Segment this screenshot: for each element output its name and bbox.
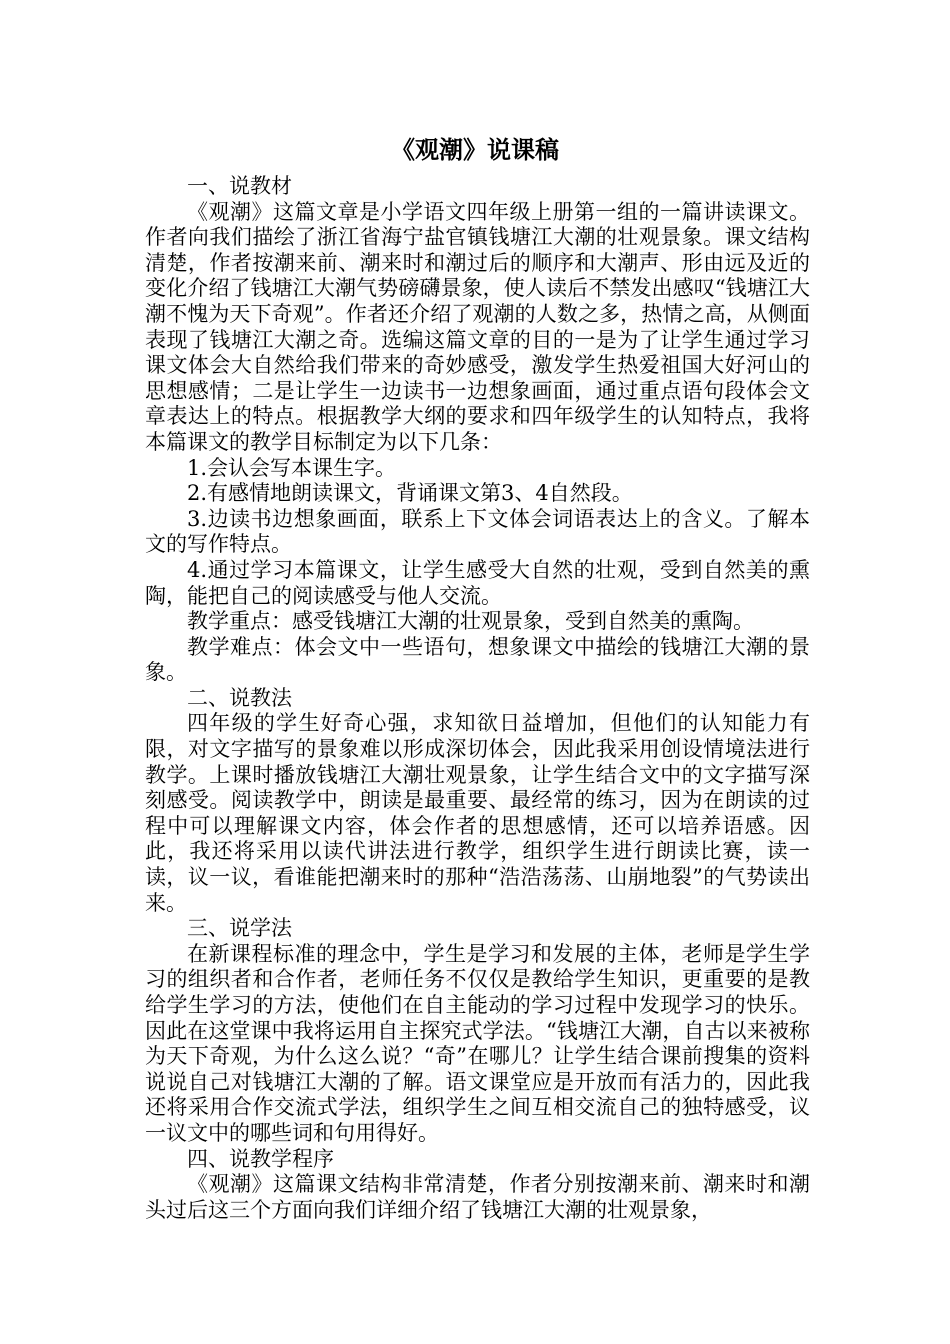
goal-item-2: 2.有感情地朗读课文，背诵课文第3、4自然段。 (187, 481, 633, 506)
goal-item-1: 1.会认会写本课生字。 (187, 455, 397, 480)
teaching-key-point: 教学重点：感受钱塘江大潮的壮观景象，受到自然美的熏陶。 (187, 609, 754, 634)
page-title: 《观潮》说课稿 (391, 135, 559, 164)
paragraph-procedure: 《观潮》这篇课文结构非常清楚，作者分别按潮来前、潮来时和潮头过后这三个方面向我们详细介绍了钱塘江大潮的壮观景象， (145, 1172, 810, 1222)
paragraph-teaching-method: 四年级的学生好奇心强，求知欲日益增加，但他们的认知能力有限，对文字描写的景象难以形成深切体会，因此我采用创设情境法进行教学。上课时播放钱塘江大潮壮观景象，让学生结合文中的文字描写深刻感受。阅读教学中，朗读是最重要、最经常的练习，因为在朗读的过程中可以理解课文内容，体会作者的思想感情，还可以培养语感。因此，我还将采用以读代讲法进行教学，组织学生进行朗读比赛，读一读，议一议，看谁能把潮来时的那种“浩浩荡荡、山崩地裂”的气势读出来。 (145, 711, 810, 915)
goal-item-4: 4.通过学习本篇课文，让学生感受大自然的壮观，受到自然美的熏陶，能把自己的阅读感受与他人交流。 (145, 557, 810, 608)
document-body (145, 174, 810, 1223)
section-heading-learning: 三、说学法 (187, 916, 292, 941)
teaching-difficulty: 教学难点：体会文中一些语句，想象课文中描绘的钱塘江大潮的景象。 (145, 634, 810, 685)
goal-item-3: 3.边读书边想象画面，联系上下文体会词语表达上的含义。了解本文的写作特点。 (145, 506, 810, 557)
section-heading-procedure: 四、说教学程序 (187, 1146, 334, 1171)
paragraph-textbook-intro: 《观潮》这篇文章是小学语文四年级上册第一组的一篇讲读课文。作者向我们描绘了浙江省海宁盐官镇钱塘江大潮的壮观景象。课文结构清楚，作者按潮来前、潮来时和潮过后的顺序和大潮声、形由远及近的变化介绍了钱塘江大潮气势磅礴景象，使人读后不禁发出感叹“钱塘江大潮不愧为天下奇观”。作者还介绍了观潮的人数之多，热情之高，从侧面表现了钱塘江大潮之奇。选编这篇文章的目的一是为了让学生通过学习课文体会大自然给我们带来的奇妙感受，激发学生热爱祖国大好河山的思想感情；二是让学生一边读书一边想象画面，通过重点语句段体会文章表达上的特点。根据教学大纲的要求和四年级学生的认知特点，我将本篇课文的教学目标制定为以下几条： (145, 199, 810, 454)
section-heading-textbook: 一、说教材 (187, 174, 292, 198)
section-heading-method: 二、说教法 (187, 685, 292, 710)
paragraph-learning-method: 在新课程标准的理念中，学生是学习和发展的主体，老师是学生学习的组织者和合作者，老师任务不仅仅是教给学生知识，更重要的是教给学生学习的方法，使他们在自主能动的学习过程中发现学习的快乐。因此在这堂课中我将运用自主探究式学法。“钱塘江大潮，自古以来被称为天下奇观，为什么这么说？“奇”在哪儿？让学生结合课前搜集的资料说说自己对钱塘江大潮的了解。语文课堂应是开放而有活力的，因此我还将采用合作交流式学法，组织学生之间互相交流自己的独特感受，议一议文中的哪些词和句用得好。 (145, 941, 810, 1145)
